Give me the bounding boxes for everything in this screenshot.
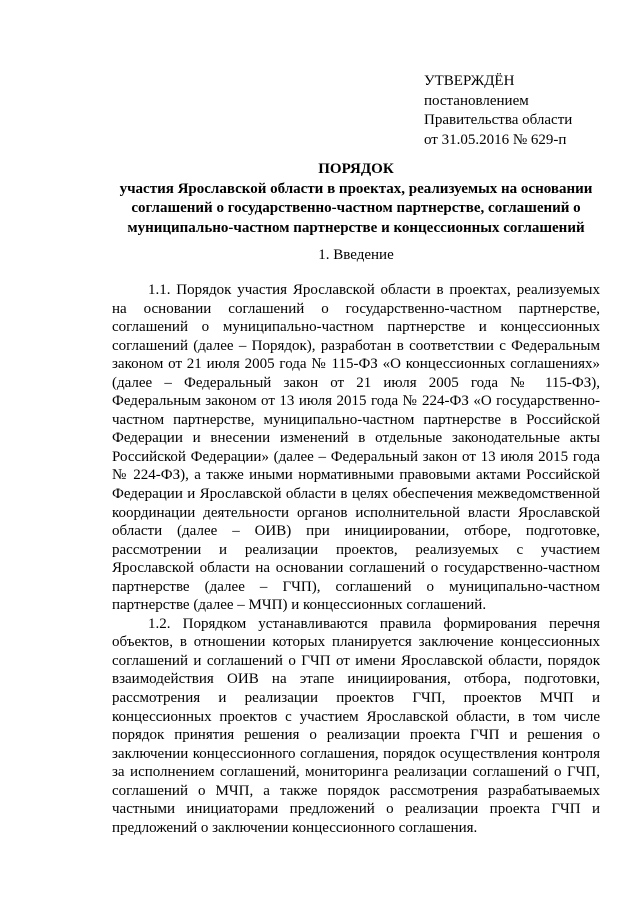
section-heading: 1. Введение (318, 247, 394, 263)
title-subtitle: участия Ярославской области в проектах, реализуемых на основании соглашений о государственно-частном партнерстве, соглашений о муниципально-частном партнерстве и концессионных соглашений (119, 180, 593, 236)
approval-resolution: постановлением (424, 92, 529, 109)
approval-authority: Правительства области (424, 112, 573, 128)
title-main: ПОРЯДОК (318, 161, 394, 177)
paragraph-1-1: 1.1. Порядок участия Ярославской области в проектах, реализуемых на основании соглашений о государственно-частном партнерстве, соглашений о муниципально-частном партнерстве и концессионных соглашений (далее – Порядок), разработан в соответствии с Федеральным законом от 21 июля 2005 года № 115-ФЗ «О концессионных соглашениях» (далее – Федеральный закон от 21 июля 2005 года № 115-ФЗ), Федеральным законом от 13 июля 2015 года № 224-ФЗ «О государственно-частном партнерстве, муниципально-частном партнерстве в Российской Федерации и внесении изменений в отдельные законодательные акты Российской Федерации» (далее – Федеральный закон от 13 июля 2015 года № 224-ФЗ), а также иными нормативными правовыми актами Российской Федерации и Ярославской области в целях обеспечения межведомственной координации деятельности органов исполнительной власти Ярославской области (далее – ОИВ) при инициировании, отборе, подготовке, рассмотрении и реализации проектов, реализуемых с участием Ярославской области на основании соглашений о государственно-частном партнерстве (далее – ГЧП), соглашений о муниципально-частном партнерстве (далее – МЧП) и концессионных соглашений. (112, 282, 600, 614)
document-body (112, 281, 600, 837)
paragraph-1-2: 1.2. Порядком устанавливаются правила формирования перечня объектов, в отношении которых планируется заключение концессионных соглашений и соглашений о ГЧП от имени Ярославской области, порядок взаимодействия ОИВ на этапе инициирования, отбора, подготовки, рассмотрения и реализации проектов ГЧП, проектов МЧП и концессионных проектов с участием Ярославской области, в том числе порядок принятия решения о реализации проекта ГЧП и решения о заключении концессионного соглашения, порядок осуществления контроля за исполнением соглашений, мониторинга реализации соглашений о ГЧП, соглашений о МЧП, а также порядок рассмотрения разрабатываемых частными инициаторами предложений о реализации проекта ГЧП и предложений о заключении концессионного соглашения. (112, 615, 600, 836)
approval-stamp (424, 72, 624, 150)
approval-heading: УТВЕРЖДЁН (424, 73, 515, 89)
document-title (112, 160, 600, 238)
approval-date-number: от 31.05.2016 № 629-п (424, 131, 567, 148)
